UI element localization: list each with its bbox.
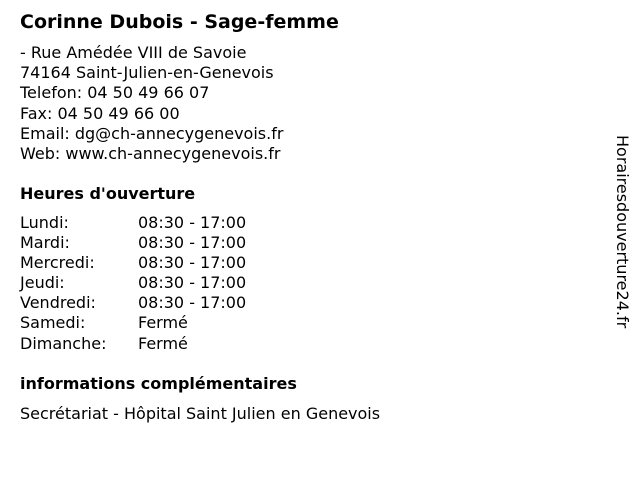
hours-row-wednesday [20, 253, 246, 273]
day-label: Dimanche: [20, 333, 107, 353]
day-label: Samedi: [20, 313, 86, 333]
phone-line: Telefon: 04 50 49 66 07 [20, 83, 210, 103]
day-label: Lundi: [20, 213, 69, 232]
web-line: Web: www.ch-annecygenevois.fr [20, 144, 281, 164]
day-label: Mercredi: [20, 253, 95, 273]
fax-line: Fax: 04 50 49 66 00 [20, 103, 180, 123]
hours-row-tuesday [20, 233, 246, 253]
day-hours: 08:30 - 17:00 [138, 233, 247, 253]
address-street: - Rue Amédée VIII de Savoie [20, 43, 247, 62]
hours-row-sunday [20, 334, 246, 354]
info-heading: informations complémentaires [20, 374, 297, 393]
contact-block [20, 43, 283, 164]
site-watermark: Horairesdouverture24.fr [613, 135, 632, 329]
hours-row-thursday [20, 273, 246, 293]
info-text: Secrétariat - Hôpital Saint Julien en Genevois [20, 404, 381, 423]
day-hours: 08:30 - 17:00 [138, 293, 247, 313]
hours-row-friday [20, 293, 246, 313]
email-line: Email: dg@ch-annecygenevois.fr [20, 123, 284, 143]
hours-row-monday [20, 213, 246, 233]
opening-hours-table [20, 213, 246, 354]
day-label: Jeudi: [20, 273, 65, 293]
day-hours: 08:30 - 17:00 [138, 213, 247, 232]
day-hours: 08:30 - 17:00 [138, 273, 247, 293]
hours-row-saturday [20, 313, 246, 333]
day-label: Mardi: [20, 233, 70, 253]
day-hours: Fermé [138, 333, 188, 353]
day-label: Vendredi: [20, 293, 96, 313]
day-hours: 08:30 - 17:00 [138, 253, 247, 273]
hours-heading: Heures d'ouverture [20, 184, 196, 203]
page-title: Corinne Dubois - Sage-femme [20, 11, 339, 33]
address-city: 74164 Saint-Julien-en-Genevois [20, 63, 274, 83]
day-hours: Fermé [138, 313, 188, 333]
